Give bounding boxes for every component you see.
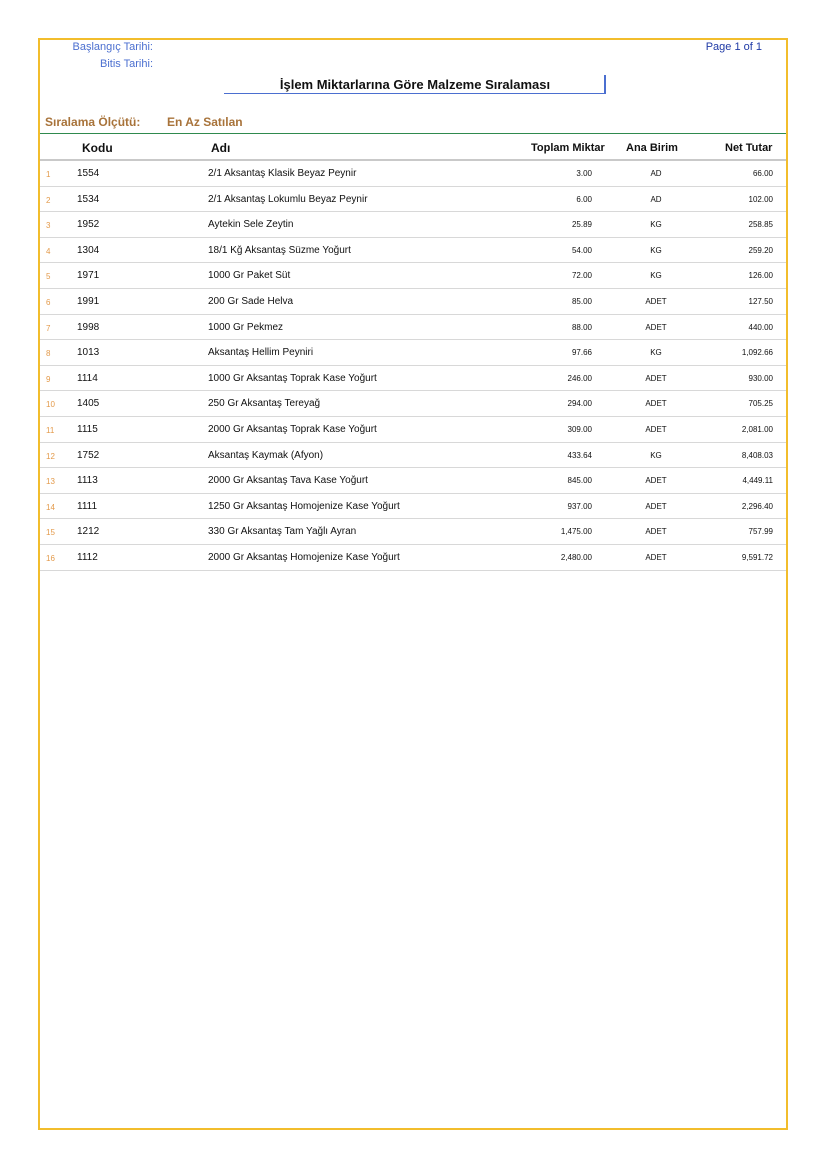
- row-index: 14: [46, 502, 55, 512]
- total-qty: 845.00: [567, 476, 592, 486]
- item-code: 1752: [77, 449, 100, 461]
- unit: KG: [650, 245, 662, 255]
- unit: KG: [650, 220, 662, 230]
- item-name: Aksantaş Hellim Peyniri: [208, 347, 314, 359]
- unit: ADET: [645, 373, 667, 383]
- table-row: [40, 187, 786, 213]
- unit: ADET: [645, 527, 667, 537]
- net-amount: 2,296.40: [741, 501, 773, 511]
- net-amount: 705.25: [748, 399, 773, 409]
- item-name: 250 Gr Aksantaş Tereyağ: [208, 398, 321, 410]
- total-qty: 25.89: [571, 220, 592, 230]
- item-name: 18/1 Kğ Aksantaş Süzme Yoğurt: [208, 244, 351, 256]
- item-code: 1212: [77, 526, 100, 538]
- total-qty: 433.64: [567, 450, 592, 460]
- item-code: 1114: [77, 372, 98, 384]
- total-qty: 1,475.00: [560, 527, 592, 537]
- total-qty: 2,480.00: [560, 552, 592, 562]
- table-row: [40, 545, 786, 571]
- item-code: 1405: [77, 398, 100, 410]
- item-code: 1998: [77, 321, 100, 333]
- start-date-label: Başlangıç Tarihi:: [72, 41, 153, 53]
- row-index: 12: [46, 451, 55, 461]
- net-amount: 9,591.72: [741, 552, 773, 562]
- table-row: [40, 212, 786, 238]
- total-qty: 246.00: [567, 373, 592, 383]
- total-qty: 937.00: [567, 501, 592, 511]
- item-code: 1115: [77, 423, 98, 435]
- total-qty: 97.66: [571, 348, 592, 358]
- unit: ADET: [645, 552, 667, 562]
- total-qty: 3.00: [576, 169, 592, 178]
- page-number: Page 1 of 1: [705, 41, 762, 53]
- item-name: Aytekin Sele Zeytin: [208, 219, 294, 231]
- total-qty: 85.00: [571, 296, 592, 306]
- table-row: [40, 468, 786, 494]
- total-qty: 294.00: [567, 399, 592, 409]
- item-code: 1111: [77, 500, 98, 512]
- row-index: 16: [46, 553, 55, 563]
- row-index: 11: [46, 425, 55, 435]
- row-index: 9: [46, 374, 51, 384]
- net-amount: 66.00: [752, 169, 773, 178]
- item-code: 1113: [77, 475, 98, 487]
- unit: ADET: [645, 399, 667, 409]
- net-amount: 127.50: [748, 296, 773, 306]
- total-qty: 309.00: [567, 424, 592, 434]
- item-name: 2/1 Aksantaş Klasik Beyaz Peynir: [208, 168, 357, 179]
- unit: AD: [650, 169, 662, 178]
- item-name: Aksantaş Kaymak (Afyon): [208, 449, 324, 461]
- total-qty: 88.00: [571, 322, 592, 332]
- net-amount: 440.00: [748, 322, 773, 332]
- net-amount: 102.00: [748, 194, 773, 204]
- item-code: 1991: [77, 295, 100, 307]
- unit: AD: [650, 194, 662, 204]
- item-name: 2/1 Aksantaş Lokumlu Beyaz Peynir: [208, 193, 368, 205]
- row-index: 4: [46, 246, 51, 256]
- row-index: 10: [46, 400, 55, 410]
- table-row: [40, 494, 786, 520]
- item-code: 1304: [77, 244, 100, 256]
- row-index: 3: [46, 221, 51, 231]
- unit: KG: [650, 450, 662, 460]
- table-row: [40, 391, 786, 417]
- unit: KG: [650, 271, 662, 281]
- net-amount: 8,408.03: [741, 450, 773, 460]
- row-index: 6: [46, 297, 51, 307]
- unit: ADET: [645, 296, 667, 306]
- row-index: 15: [46, 528, 55, 538]
- item-code: 1952: [77, 219, 100, 231]
- end-date-label: Bitis Tarihi:: [100, 58, 153, 70]
- net-amount: 757.99: [748, 527, 773, 537]
- row-index: 2: [46, 195, 51, 205]
- table-row: [40, 366, 786, 392]
- net-amount: 1,092.66: [741, 348, 773, 358]
- column-header-total-qty: Toplam Miktar: [531, 142, 605, 154]
- unit: ADET: [645, 424, 667, 434]
- row-index: 7: [46, 323, 51, 333]
- table-row: [40, 161, 786, 187]
- net-amount: 258.85: [748, 220, 773, 230]
- net-amount: 4,449.11: [742, 476, 773, 486]
- sort-criteria-value: En Az Satılan: [167, 115, 243, 129]
- unit: ADET: [645, 501, 667, 511]
- row-index: 13: [46, 477, 55, 487]
- table-row: [40, 238, 786, 264]
- total-qty: 54.00: [571, 245, 592, 255]
- sort-criteria-label: Sıralama Ölçütü:: [45, 115, 141, 129]
- table-row: [40, 315, 786, 341]
- item-name: 200 Gr Sade Helva: [208, 295, 294, 307]
- table-row: [40, 263, 786, 289]
- unit: ADET: [645, 322, 667, 332]
- table-row: [40, 289, 786, 315]
- item-name: 1250 Gr Aksantaş Homojenize Kase Yoğurt: [208, 500, 400, 512]
- column-header-name: Adı: [211, 141, 231, 155]
- net-amount: 2,081.00: [741, 424, 773, 434]
- unit: ADET: [645, 476, 667, 486]
- item-name: 2000 Gr Aksantaş Homojenize Kase Yoğurt: [208, 551, 400, 563]
- item-name: 330 Gr Aksantaş Tam Yağlı Ayran: [208, 526, 357, 538]
- item-code: 1013: [77, 347, 100, 359]
- table-row: [40, 417, 786, 443]
- item-name: 2000 Gr Aksantaş Toprak Kase Yoğurt: [208, 423, 377, 435]
- item-name: 1000 Gr Paket Süt: [208, 270, 291, 282]
- row-index: 5: [46, 272, 51, 282]
- total-qty: 72.00: [571, 271, 592, 281]
- table-row: [40, 443, 786, 469]
- row-index: 1: [46, 170, 51, 179]
- report-table-body: [40, 161, 786, 571]
- table-row: [40, 340, 786, 366]
- sort-divider: [40, 133, 786, 134]
- unit: KG: [650, 348, 662, 358]
- net-amount: 259.20: [748, 245, 773, 255]
- item-code: 1534: [77, 193, 100, 205]
- total-qty: 6.00: [576, 194, 592, 204]
- net-amount: 126.00: [748, 271, 773, 281]
- item-code: 1554: [77, 168, 100, 179]
- table-row: [40, 519, 786, 545]
- item-code: 1112: [77, 551, 98, 563]
- item-name: 2000 Gr Aksantaş Tava Kase Yoğurt: [208, 475, 368, 487]
- item-code: 1971: [77, 270, 100, 282]
- column-header-net: Net Tutar: [725, 142, 773, 154]
- column-header-unit: Ana Birim: [626, 142, 678, 154]
- column-header-code: Kodu: [82, 141, 113, 155]
- item-name: 1000 Gr Pekmez: [208, 321, 284, 333]
- item-name: 1000 Gr Aksantaş Toprak Kase Yoğurt: [208, 372, 377, 384]
- row-index: 8: [46, 349, 51, 359]
- report-title: İşlem Miktarlarına Göre Malzeme Sıralaması: [279, 77, 551, 92]
- net-amount: 930.00: [748, 373, 773, 383]
